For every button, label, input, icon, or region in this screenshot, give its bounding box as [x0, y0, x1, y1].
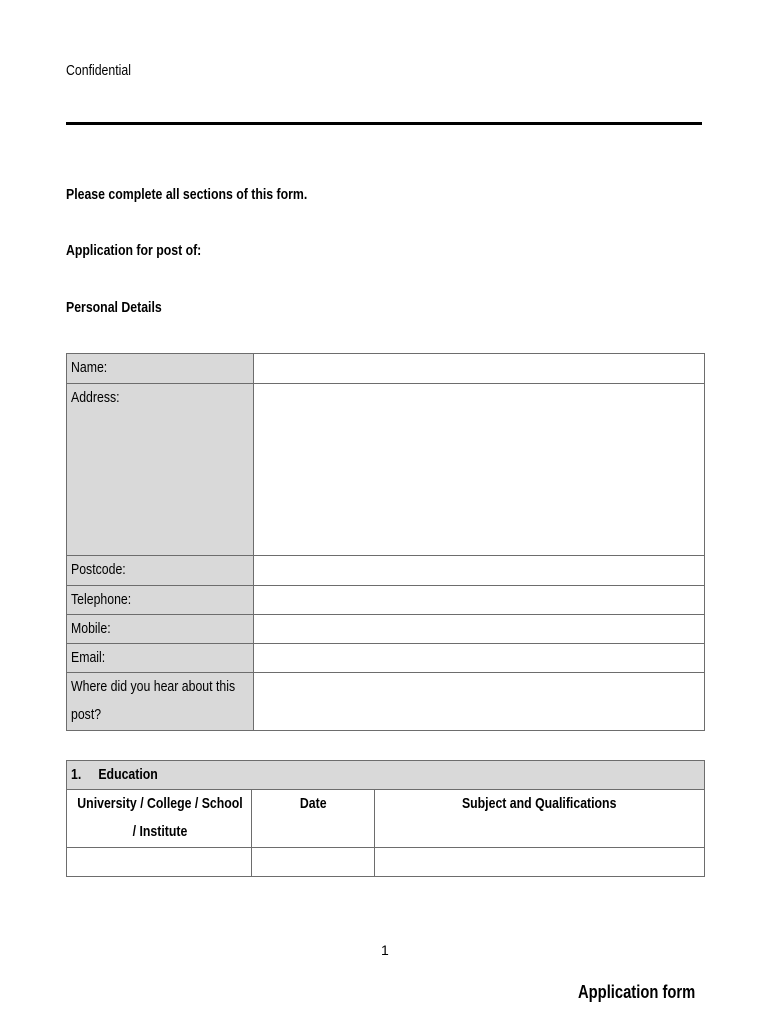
name-row [67, 354, 705, 384]
personal-details-heading: Personal Details [66, 299, 162, 316]
mobile-row [67, 615, 705, 644]
name-field[interactable] [254, 354, 705, 384]
education-header-row [67, 790, 705, 848]
email-row [67, 644, 705, 673]
education-entry-row [67, 848, 705, 877]
personal-details-table [66, 353, 705, 731]
email-field[interactable] [254, 644, 705, 673]
date-field[interactable] [252, 848, 375, 877]
application-post-label: Application for post of: [66, 242, 202, 259]
subject-field[interactable] [375, 848, 705, 877]
address-field[interactable] [254, 384, 705, 556]
referral-source-label: Where did you hear about this post? [71, 678, 236, 723]
date-column-header: Date [299, 795, 327, 812]
postcode-field[interactable] [254, 556, 705, 586]
telephone-field[interactable] [254, 586, 705, 615]
telephone-row [67, 586, 705, 615]
header-rule [66, 122, 702, 125]
postcode-label: Postcode: [71, 561, 126, 578]
subject-column-header: Subject and Qualifications [462, 795, 617, 812]
institution-column-header: University / College / School / Institute [77, 795, 243, 840]
name-label: Name: [71, 359, 108, 376]
telephone-label: Telephone: [71, 591, 132, 608]
address-label: Address: [71, 389, 120, 406]
postcode-row [67, 556, 705, 586]
referral-source-field[interactable] [254, 673, 705, 731]
email-label: Email: [71, 649, 106, 666]
confidential-label: Confidential [66, 62, 131, 79]
referral-source-row [67, 673, 705, 731]
education-title-row [67, 761, 705, 790]
education-table [66, 760, 705, 877]
education-section-title: Education [98, 766, 158, 783]
institution-field[interactable] [67, 848, 252, 877]
education-section-number: 1. [71, 766, 82, 783]
address-row [67, 384, 705, 556]
footer-document-title: Application form [578, 982, 696, 1002]
mobile-label: Mobile: [71, 620, 111, 637]
mobile-field[interactable] [254, 615, 705, 644]
page-number: 1 [381, 942, 389, 958]
instruction-text: Please complete all sections of this form. [66, 186, 308, 203]
